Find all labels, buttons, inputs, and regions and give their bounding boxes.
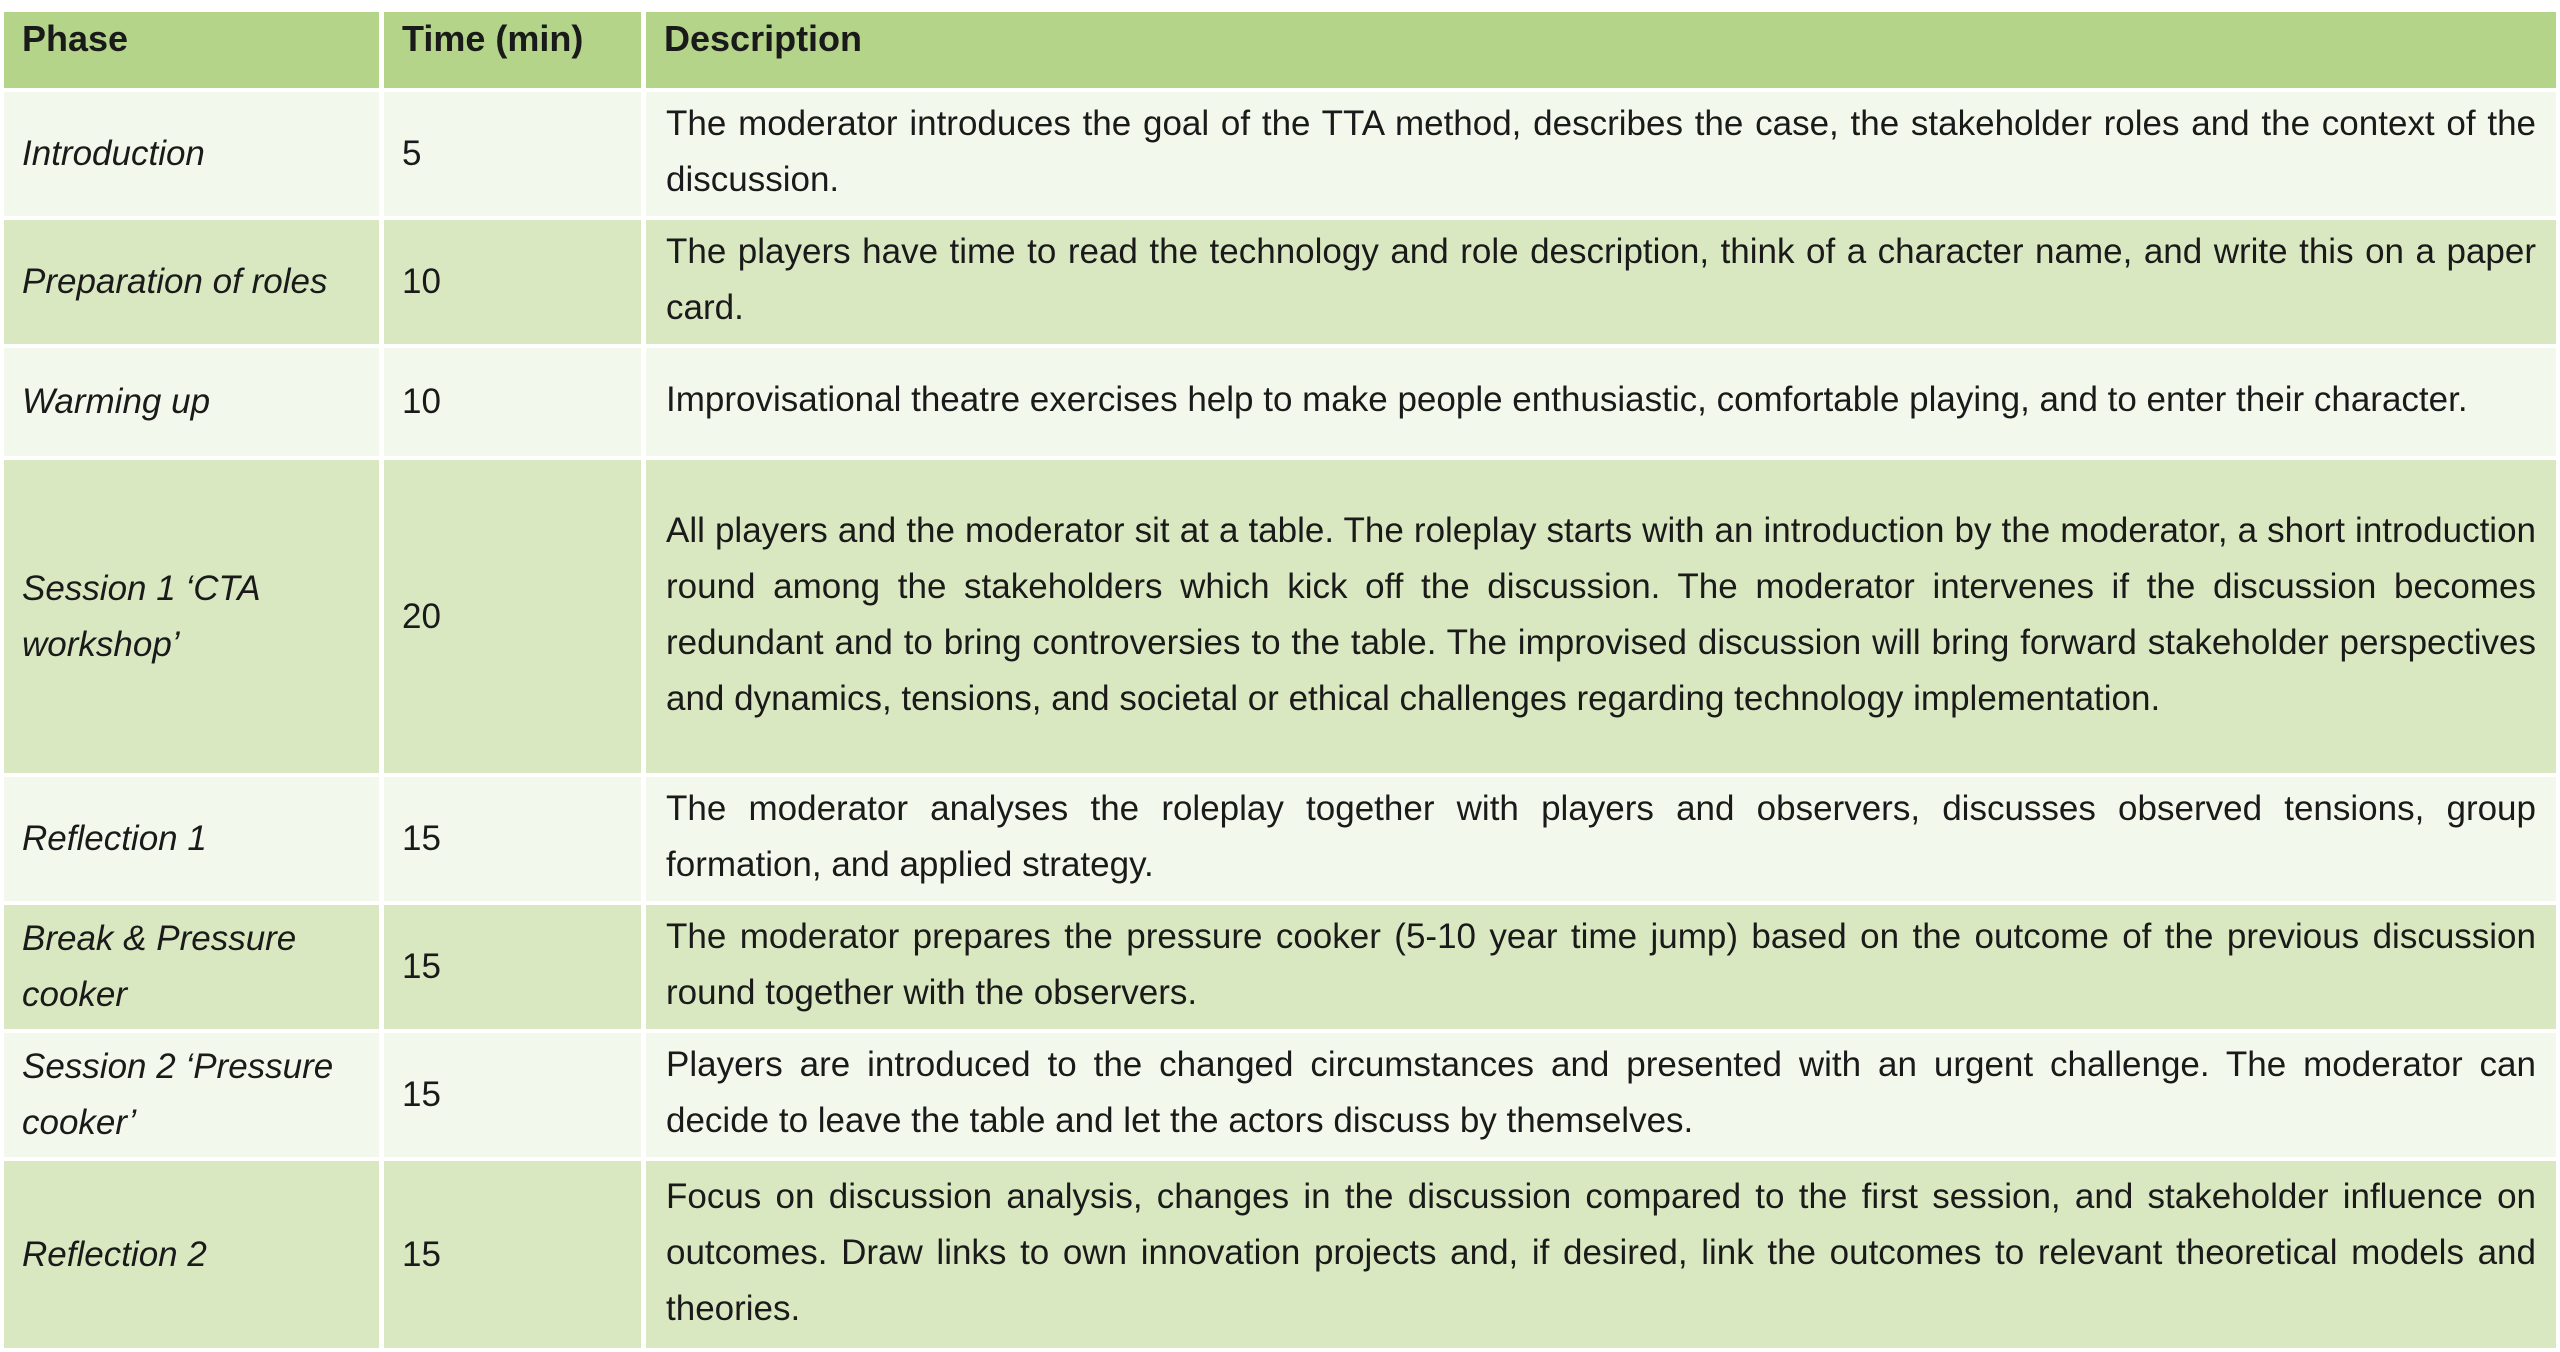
cell-description: The moderator analyses the roleplay together with players and observers, discusses observed tensions, group formation, and applied strategy.: [646, 777, 2556, 905]
cell-time: 10: [384, 220, 646, 348]
cell-description: Players are introduced to the changed circumstances and presented with an urgent challenge. The moderator can decide to leave the table and let the actors discuss by themselves.: [646, 1033, 2556, 1161]
cell-time: 15: [384, 1161, 646, 1352]
cell-description: Focus on discussion analysis, changes in the discussion compared to the first session, and stakeholder influence on outcomes. Draw links to own innovation projects and, if desired, link the outcomes to relevant theoretical models and theories.: [646, 1161, 2556, 1352]
cell-time: 15: [384, 1033, 646, 1161]
cell-phase: Introduction: [4, 92, 384, 220]
cell-phase: Reflection 2: [4, 1161, 384, 1352]
cell-phase: Warming up: [4, 348, 384, 460]
cell-description: The moderator introduces the goal of the TTA method, describes the case, the stakeholder roles and the context of the discussion.: [646, 92, 2556, 220]
cell-time: 20: [384, 460, 646, 777]
table-row: [4, 777, 2556, 905]
cell-time: 15: [384, 905, 646, 1033]
cell-phase: Break & Pressure cooker: [4, 905, 384, 1033]
table-row: [4, 1161, 2556, 1352]
phase-table-container: [4, 12, 2556, 1352]
table-row: [4, 348, 2556, 460]
header-time: Time (min): [384, 12, 646, 92]
table-header-row: [4, 12, 2556, 92]
cell-time: 10: [384, 348, 646, 460]
cell-phase: Reflection 1: [4, 777, 384, 905]
header-description: Description: [646, 12, 2556, 92]
cell-description: The players have time to read the technology and role description, think of a character name, and write this on a paper card.: [646, 220, 2556, 348]
cell-phase: Preparation of roles: [4, 220, 384, 348]
cell-description: The moderator prepares the pressure cooker (5-10 year time jump) based on the outcome of the previous discussion round together with the observers.: [646, 905, 2556, 1033]
cell-time: 5: [384, 92, 646, 220]
cell-description: All players and the moderator sit at a table. The roleplay starts with an introduction by the moderator, a short introduction round among the stakeholders which kick off the discussion. The moderator intervenes if the discussion becomes redundant and to bring controversies to the table. The improvised discussion will bring forward stakeholder perspectives and dynamics, tensions, and societal or ethical challenges regarding technology implementation.: [646, 460, 2556, 777]
cell-phase: Session 2 ‘Pressure cooker’: [4, 1033, 384, 1161]
table-row: [4, 1033, 2556, 1161]
phase-table: [4, 12, 2556, 1352]
table-row: [4, 92, 2556, 220]
table-row: [4, 220, 2556, 348]
table-row: [4, 460, 2556, 777]
cell-phase: Session 1 ‘CTA workshop’: [4, 460, 384, 777]
table-row: [4, 905, 2556, 1033]
cell-time: 15: [384, 777, 646, 905]
header-phase: Phase: [4, 12, 384, 92]
cell-description: Improvisational theatre exercises help to make people enthusiastic, comfortable playing, and to enter their character.: [646, 348, 2556, 460]
